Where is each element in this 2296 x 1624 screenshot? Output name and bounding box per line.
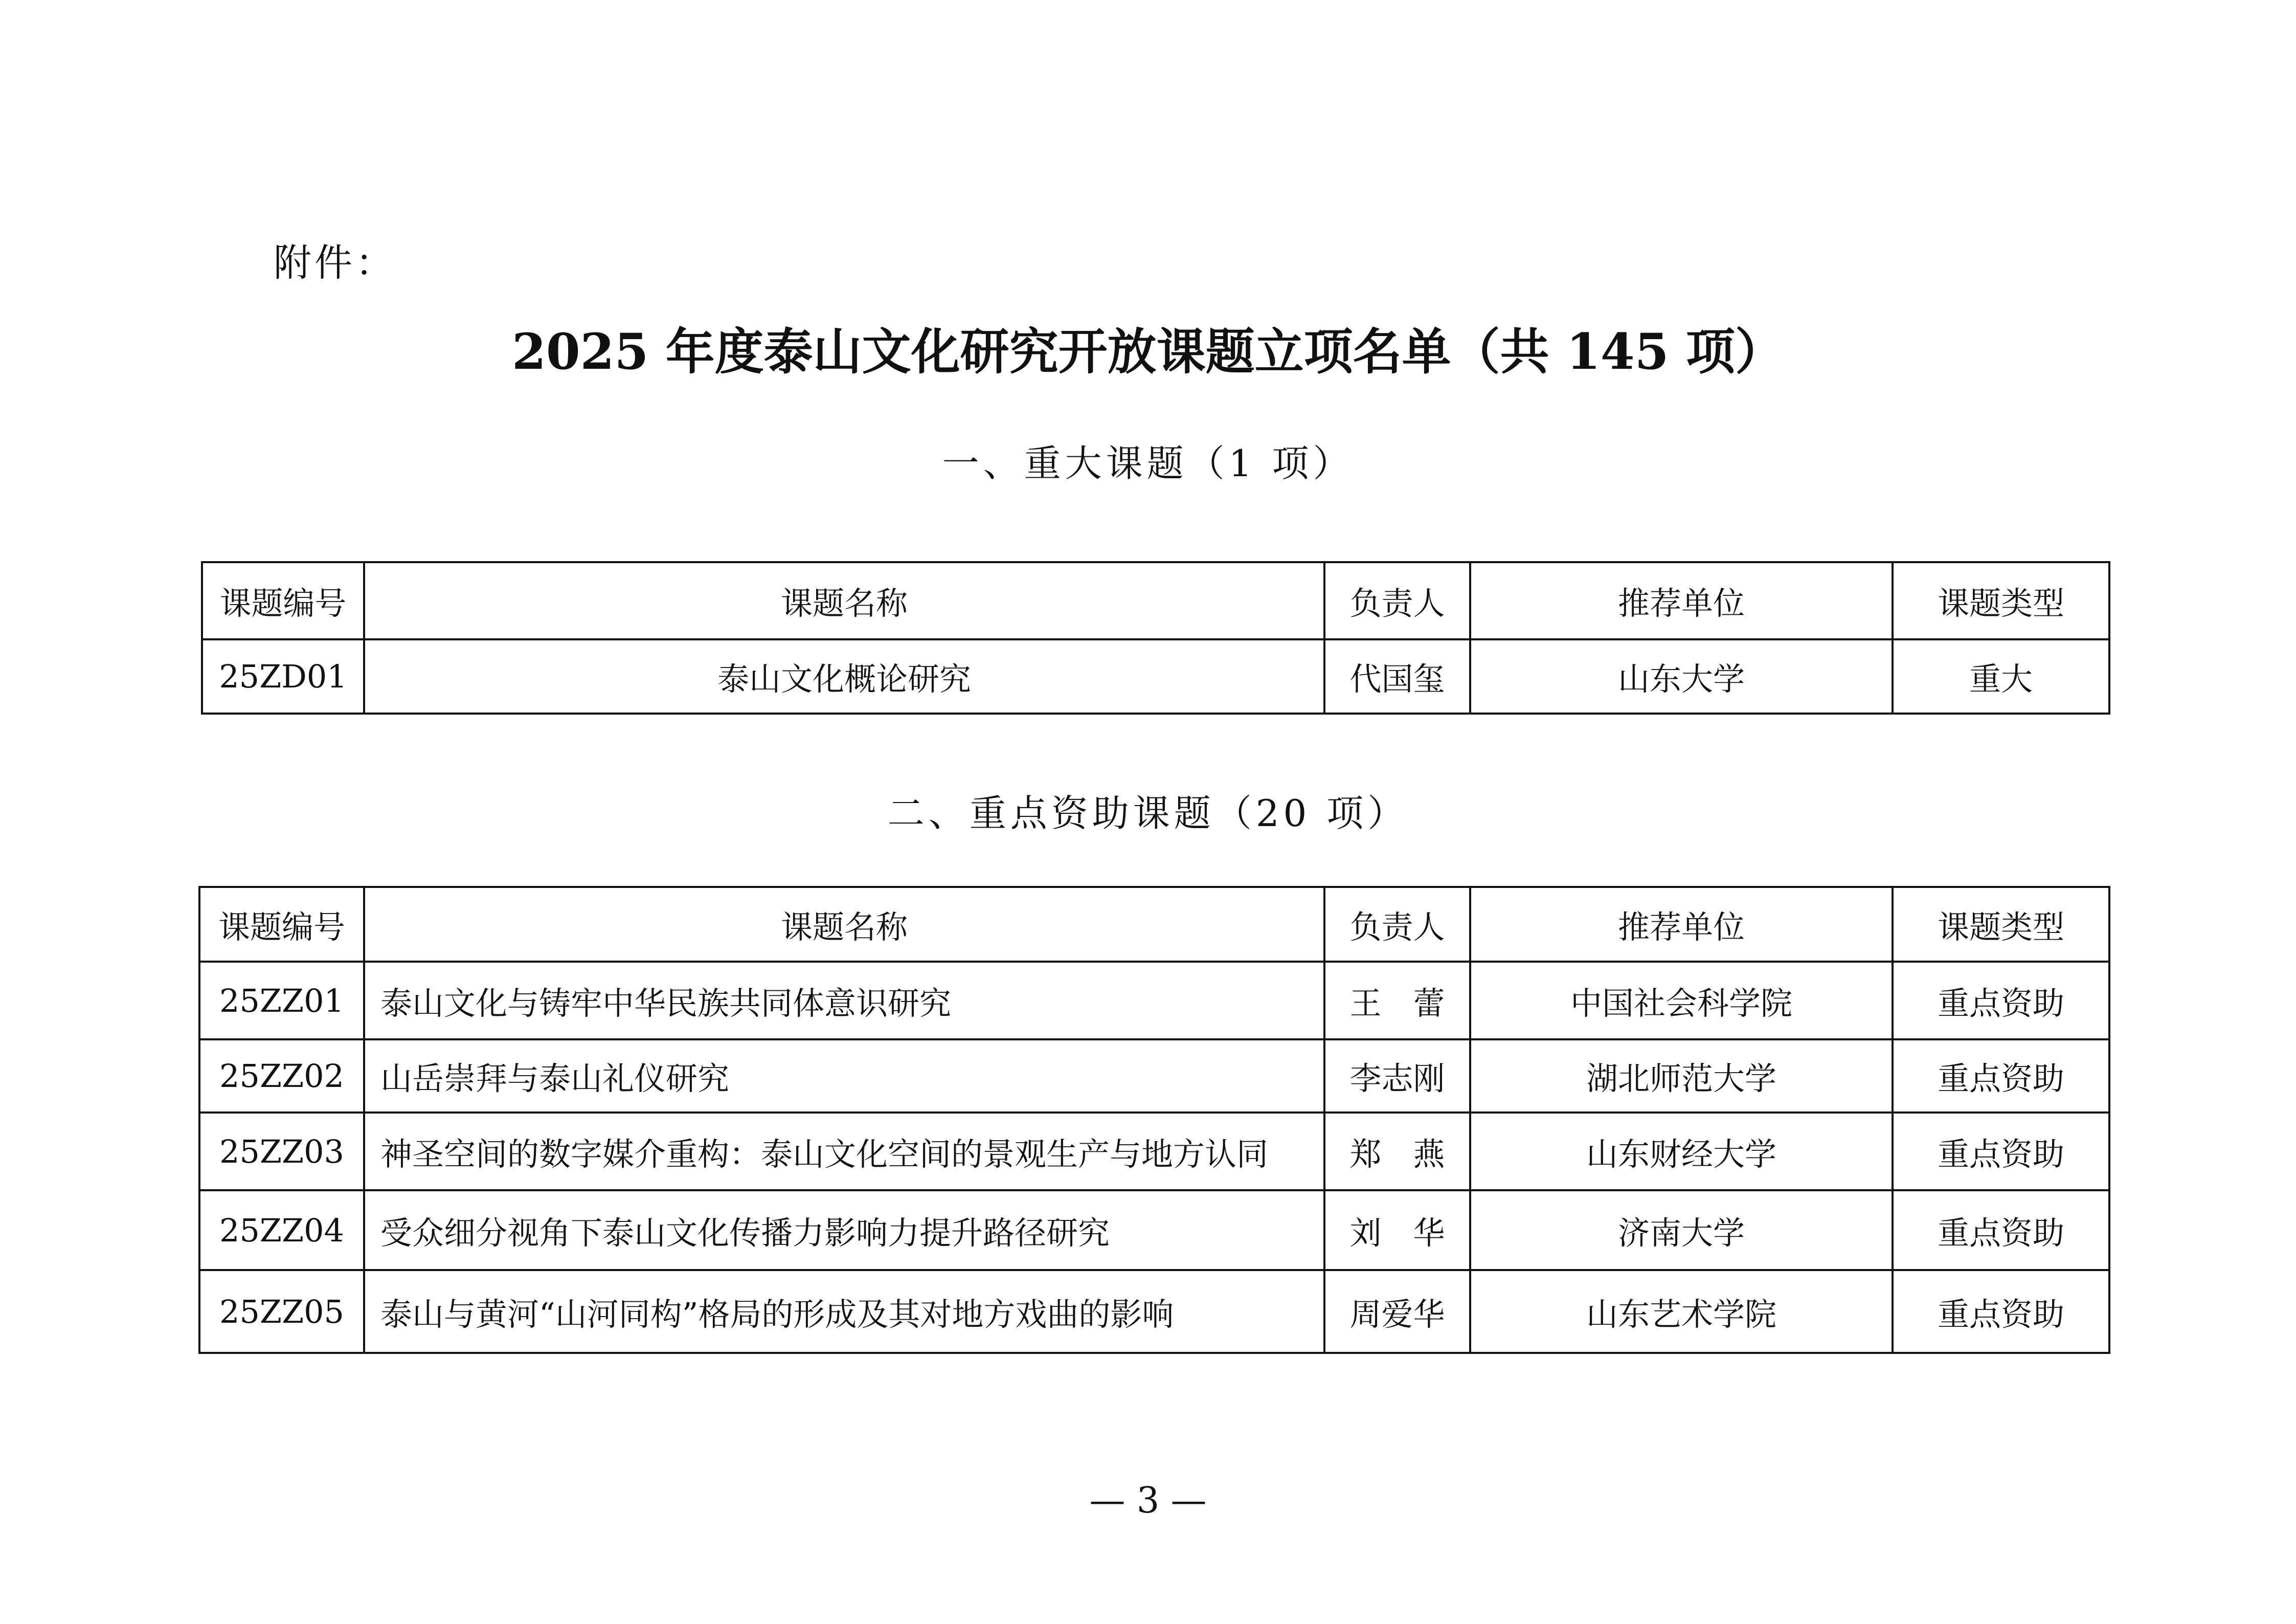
table-row (199, 1270, 2109, 1353)
table-row (199, 962, 2109, 1039)
project-type: 重点资助 (1893, 962, 2109, 1039)
project-name: 泰山文化概论研究 (364, 639, 1324, 714)
project-leader: 代国玺 (1324, 639, 1470, 714)
project-code: 25ZD01 (202, 639, 364, 714)
header-name: 课题名称 (364, 887, 1324, 962)
major-projects-table (201, 561, 2110, 715)
section-title-major: 一、重大课题（1 项） (942, 442, 1354, 485)
page-number: — 3 — (1089, 1479, 1207, 1521)
project-leader: 郑 燕 (1324, 1113, 1470, 1190)
header-name: 课题名称 (364, 562, 1324, 639)
project-type: 重大 (1893, 639, 2109, 714)
project-name: 泰山文化与铸牢中华民族共同体意识研究 (364, 962, 1324, 1039)
project-code: 25ZZ02 (199, 1039, 364, 1113)
table-row (199, 1113, 2109, 1190)
project-leader: 李志刚 (1324, 1039, 1470, 1113)
project-unit: 山东艺术学院 (1470, 1270, 1893, 1353)
project-code: 25ZZ04 (199, 1190, 364, 1270)
project-name: 受众细分视角下泰山文化传播力影响力提升路径研究 (364, 1190, 1324, 1270)
header-leader: 负责人 (1324, 887, 1470, 962)
header-unit: 推荐单位 (1470, 562, 1893, 639)
project-unit: 山东财经大学 (1470, 1113, 1893, 1190)
header-unit: 推荐单位 (1470, 887, 1893, 962)
attachment-label: 附件： (274, 241, 396, 285)
project-code: 25ZZ05 (199, 1270, 364, 1353)
project-type: 重点资助 (1893, 1190, 2109, 1270)
project-type: 重点资助 (1893, 1270, 2109, 1353)
project-code: 25ZZ03 (199, 1113, 364, 1190)
header-code: 课题编号 (202, 562, 364, 639)
header-type: 课题类型 (1893, 887, 2109, 962)
project-leader: 周爱华 (1324, 1270, 1470, 1353)
section-title-key-funded: 二、重点资助课题（20 项） (887, 792, 1409, 835)
key-funded-projects-table (198, 886, 2110, 1354)
table-row (199, 1190, 2109, 1270)
project-unit: 湖北师范大学 (1470, 1039, 1893, 1113)
header-leader: 负责人 (1324, 562, 1470, 639)
project-name: 泰山与黄河“山河同构”格局的形成及其对地方戏曲的影响 (364, 1270, 1324, 1353)
project-code: 25ZZ01 (199, 962, 364, 1039)
table-header-row (199, 887, 2109, 962)
header-type: 课题类型 (1893, 562, 2109, 639)
table-row (202, 639, 2109, 714)
project-unit: 山东大学 (1470, 639, 1893, 714)
project-unit: 济南大学 (1470, 1190, 1893, 1270)
project-type: 重点资助 (1893, 1039, 2109, 1113)
project-leader: 王 蕾 (1324, 962, 1470, 1039)
table-header-row (202, 562, 2109, 639)
project-name: 山岳崇拜与泰山礼仪研究 (364, 1039, 1324, 1113)
header-code: 课题编号 (199, 887, 364, 962)
project-unit: 中国社会科学院 (1470, 962, 1893, 1039)
project-leader: 刘 华 (1324, 1190, 1470, 1270)
table-row (199, 1039, 2109, 1113)
project-type: 重点资助 (1893, 1113, 2109, 1190)
project-name: 神圣空间的数字媒介重构：泰山文化空间的景观生产与地方认同 (364, 1113, 1324, 1190)
page-title: 2025 年度泰山文化研究开放课题立项名单（共 145 项） (512, 323, 1784, 381)
